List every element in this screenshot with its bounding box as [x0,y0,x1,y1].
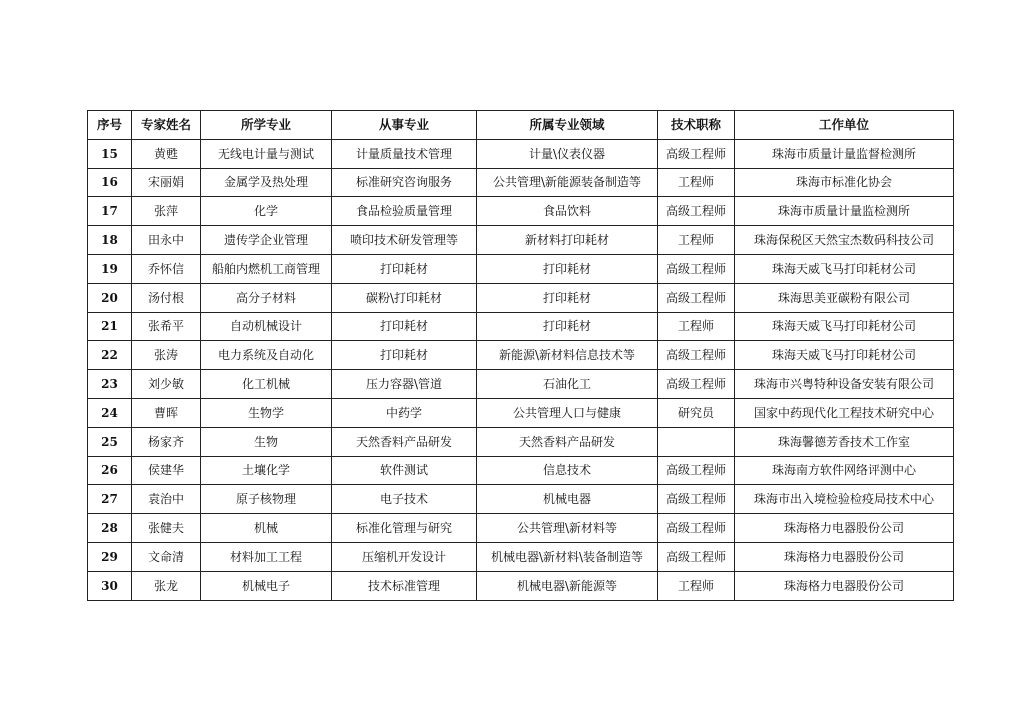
cell-professional-field: 机械电器\新能源等 [477,571,658,600]
cell-technical-title: 高级工程师 [658,197,735,226]
cell-studied-major: 机械 [201,514,332,543]
cell-expert-name: 宋丽娟 [132,168,201,197]
cell-technical-title: 高级工程师 [658,341,735,370]
cell-work-unit: 珠海格力电器股份公司 [735,571,954,600]
table-row [88,226,954,255]
cell-studied-major: 无线电计量与测试 [201,139,332,168]
cell-studied-major: 原子核物理 [201,485,332,514]
table-row [88,139,954,168]
cell-professional-field: 打印耗材 [477,254,658,283]
cell-work-specialty: 软件测试 [332,456,477,485]
cell-studied-major: 化学 [201,197,332,226]
cell-work-unit: 珠海市质量计量监督检测所 [735,139,954,168]
cell-work-unit: 珠海格力电器股份公司 [735,542,954,571]
cell-work-unit: 国家中药现代化工程技术研究中心 [735,398,954,427]
cell-expert-name: 刘少敏 [132,370,201,399]
cell-expert-name: 黄甦 [132,139,201,168]
cell-expert-name: 杨家齐 [132,427,201,456]
cell-studied-major: 生物学 [201,398,332,427]
cell-technical-title: 工程师 [658,312,735,341]
cell-work-specialty: 标准化管理与研究 [332,514,477,543]
cell-work-specialty: 中药学 [332,398,477,427]
cell-seq: 15 [88,139,132,168]
cell-seq: 23 [88,370,132,399]
cell-expert-name: 曹晖 [132,398,201,427]
header-work-unit: 工作单位 [735,111,954,140]
cell-technical-title: 工程师 [658,571,735,600]
cell-studied-major: 自动机械设计 [201,312,332,341]
cell-work-unit: 珠海天威飞马打印耗材公司 [735,341,954,370]
cell-professional-field: 天然香料产品研发 [477,427,658,456]
cell-seq: 24 [88,398,132,427]
cell-work-specialty: 食品检验质量管理 [332,197,477,226]
cell-studied-major: 高分子材料 [201,283,332,312]
cell-technical-title: 研究员 [658,398,735,427]
cell-seq: 29 [88,542,132,571]
cell-seq: 17 [88,197,132,226]
cell-expert-name: 田永中 [132,226,201,255]
experts-table [87,110,954,601]
cell-technical-title: 高级工程师 [658,254,735,283]
cell-work-unit: 珠海格力电器股份公司 [735,514,954,543]
cell-seq: 21 [88,312,132,341]
table-row [88,254,954,283]
cell-work-specialty: 压力容器\管道 [332,370,477,399]
cell-professional-field: 公共管理\新材料等 [477,514,658,543]
cell-work-specialty: 打印耗材 [332,341,477,370]
cell-work-unit: 珠海保税区天然宝杰数码科技公司 [735,226,954,255]
cell-expert-name: 张希平 [132,312,201,341]
cell-seq: 26 [88,456,132,485]
cell-studied-major: 材料加工工程 [201,542,332,571]
table-row [88,312,954,341]
header-work-specialty: 从事专业 [332,111,477,140]
table-row [88,398,954,427]
cell-work-specialty: 打印耗材 [332,254,477,283]
cell-work-specialty: 技术标准管理 [332,571,477,600]
cell-expert-name: 张健夫 [132,514,201,543]
header-seq: 序号 [88,111,132,140]
cell-studied-major: 机械电子 [201,571,332,600]
cell-professional-field: 打印耗材 [477,283,658,312]
table-row [88,542,954,571]
cell-technical-title: 工程师 [658,168,735,197]
cell-expert-name: 文命清 [132,542,201,571]
table-row [88,341,954,370]
table-row [88,168,954,197]
cell-technical-title: 高级工程师 [658,139,735,168]
header-technical-title: 技术职称 [658,111,735,140]
cell-professional-field: 公共管理人口与健康 [477,398,658,427]
cell-seq: 30 [88,571,132,600]
cell-technical-title: 高级工程师 [658,485,735,514]
table-header-row [88,111,954,140]
cell-professional-field: 食品饮料 [477,197,658,226]
cell-work-unit: 珠海思美亚碳粉有限公司 [735,283,954,312]
cell-professional-field: 打印耗材 [477,312,658,341]
cell-professional-field: 机械电器 [477,485,658,514]
cell-professional-field: 信息技术 [477,456,658,485]
cell-technical-title: 高级工程师 [658,370,735,399]
cell-seq: 28 [88,514,132,543]
table-row [88,456,954,485]
cell-work-specialty: 碳粉\打印耗材 [332,283,477,312]
cell-professional-field: 机械电器\新材料\装备制造等 [477,542,658,571]
cell-work-specialty: 标准研究咨询服务 [332,168,477,197]
cell-expert-name: 汤付根 [132,283,201,312]
table-row [88,571,954,600]
cell-professional-field: 新材料打印耗材 [477,226,658,255]
cell-professional-field: 计量\仪表仪器 [477,139,658,168]
cell-work-unit: 珠海天威飞马打印耗材公司 [735,312,954,341]
cell-work-specialty: 压缩机开发设计 [332,542,477,571]
cell-studied-major: 金属学及热处理 [201,168,332,197]
cell-professional-field: 新能源\新材料信息技术等 [477,341,658,370]
cell-seq: 19 [88,254,132,283]
cell-seq: 25 [88,427,132,456]
cell-work-unit: 珠海市兴粤特种设备安装有限公司 [735,370,954,399]
cell-seq: 27 [88,485,132,514]
cell-work-specialty: 天然香料产品研发 [332,427,477,456]
cell-expert-name: 张涛 [132,341,201,370]
cell-work-unit: 珠海市质量计量监检测所 [735,197,954,226]
cell-work-specialty: 打印耗材 [332,312,477,341]
cell-work-specialty: 电子技术 [332,485,477,514]
cell-studied-major: 遗传学企业管理 [201,226,332,255]
table-row [88,283,954,312]
cell-seq: 22 [88,341,132,370]
header-studied-major: 所学专业 [201,111,332,140]
cell-studied-major: 土壤化学 [201,456,332,485]
cell-studied-major: 化工机械 [201,370,332,399]
cell-expert-name: 乔怀信 [132,254,201,283]
cell-expert-name: 张萍 [132,197,201,226]
cell-expert-name: 张龙 [132,571,201,600]
cell-expert-name: 侯建华 [132,456,201,485]
cell-work-unit: 珠海南方软件网络评测中心 [735,456,954,485]
cell-technical-title [658,427,735,456]
cell-technical-title: 高级工程师 [658,456,735,485]
table-row [88,197,954,226]
cell-studied-major: 生物 [201,427,332,456]
cell-professional-field: 石油化工 [477,370,658,399]
table-row [88,427,954,456]
cell-studied-major: 船舶内燃机工商管理 [201,254,332,283]
cell-seq: 16 [88,168,132,197]
cell-work-unit: 珠海市标准化协会 [735,168,954,197]
cell-technical-title: 高级工程师 [658,542,735,571]
cell-seq: 18 [88,226,132,255]
cell-work-unit: 珠海馨德芳香技术工作室 [735,427,954,456]
cell-expert-name: 袁治中 [132,485,201,514]
cell-technical-title: 高级工程师 [658,283,735,312]
header-professional-field: 所属专业领域 [477,111,658,140]
header-expert-name: 专家姓名 [132,111,201,140]
cell-seq: 20 [88,283,132,312]
cell-work-unit: 珠海市出入境检验检疫局技术中心 [735,485,954,514]
cell-work-unit: 珠海天威飞马打印耗材公司 [735,254,954,283]
table-body [88,139,954,600]
cell-studied-major: 电力系统及自动化 [201,341,332,370]
cell-work-specialty: 计量质量技术管理 [332,139,477,168]
cell-work-specialty: 喷印技术研发管理等 [332,226,477,255]
cell-professional-field: 公共管理\新能源装备制造等 [477,168,658,197]
cell-technical-title: 高级工程师 [658,514,735,543]
table-row [88,370,954,399]
table-row [88,514,954,543]
cell-technical-title: 工程师 [658,226,735,255]
table-row [88,485,954,514]
